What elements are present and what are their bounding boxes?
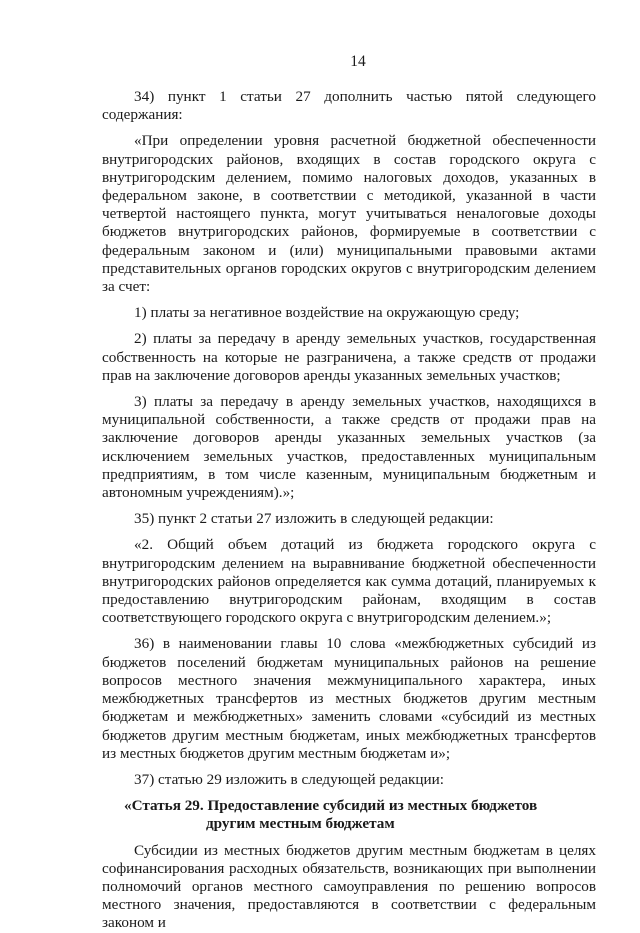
- paragraph-quoted-text: «При определении уровня расчетной бюджетной обеспеченности внутригородских районов, входящих в состав городского округа с внутригородским делением, помимо налоговых доходов, указанных в федеральном законе, в соответствии с методикой, указанной в части четвертой настоящего пункта, могут учитываться неналоговые доходы бюджетов внутригородских районов, формируемые в соответствии с федеральным законом и (или) муниципальными правовыми актами представительных органов городских округов с внутригородским делением за счет:: [102, 132, 596, 296]
- paragraph-article-body: Субсидии из местных бюджетов другим местным бюджетам в целях софинансирования расходных обязательств, возникающих при выполнении полномочий органов местного самоуправления по решению вопросов местного значения, предоставляются в соответствии с федеральным законом и: [102, 841, 596, 932]
- article-heading: [102, 797, 596, 833]
- article-heading-line-1: «Статья 29. Предоставление субсидий из местных бюджетов: [124, 797, 538, 815]
- paragraph-subitem-2: 2) платы за передачу в аренду земельных участков, государственная собственность на которые не разграничена, а также средств от продажи прав на заключение договоров аренды указанных земельных участков;: [102, 330, 596, 384]
- paragraph-item-35: 35) пункт 2 статьи 27 изложить в следующей редакции:: [134, 510, 494, 528]
- paragraph-item-36: 36) в наименовании главы 10 слова «межбюджетных субсидий из бюджетов поселений бюджетам муниципальных районов на решение вопросов местного значения межмуниципального характера, иных межбюджетных трансфертов из местных бюджетов другим местным бюджетам и межбюджетных» заменить словами «субсидий из местных бюджетов другим местным бюджетам, иных межбюджетных трансфертов из местных бюджетов другим местным бюджетам и»;: [102, 635, 596, 762]
- article-heading-line-2: другим местным бюджетам: [206, 815, 395, 833]
- paragraph-item-37: 37) статью 29 изложить в следующей редакции:: [134, 770, 444, 788]
- paragraph-item-34: 34) пункт 1 статьи 27 дополнить частью пятой следующего содержания:: [102, 88, 596, 124]
- paragraph-quoted-point-2: «2. Общий объем дотаций из бюджета городского округа с внутригородским делением на выравнивание бюджетной обеспеченности внутригородских районов определяется как сумма дотаций, планируемых к предоставлению внутригородским районам, входящим в состав соответствующего городского округа с внутригородским делением.»;: [102, 536, 596, 627]
- page-number: 14: [350, 53, 366, 70]
- paragraph-subitem-1: 1) платы за негативное воздействие на окружающую среду;: [134, 304, 520, 322]
- paragraph-subitem-3: 3) платы за передачу в аренду земельных участков, находящихся в муниципальной собственности, а также средств от продажи прав на заключение договоров аренды указанных земельных участков (за исключением земельных участков, предоставленных муниципальным предприятиям, в том числе казенным, муниципальным бюджетным и автономным учреждениям).»;: [102, 393, 596, 502]
